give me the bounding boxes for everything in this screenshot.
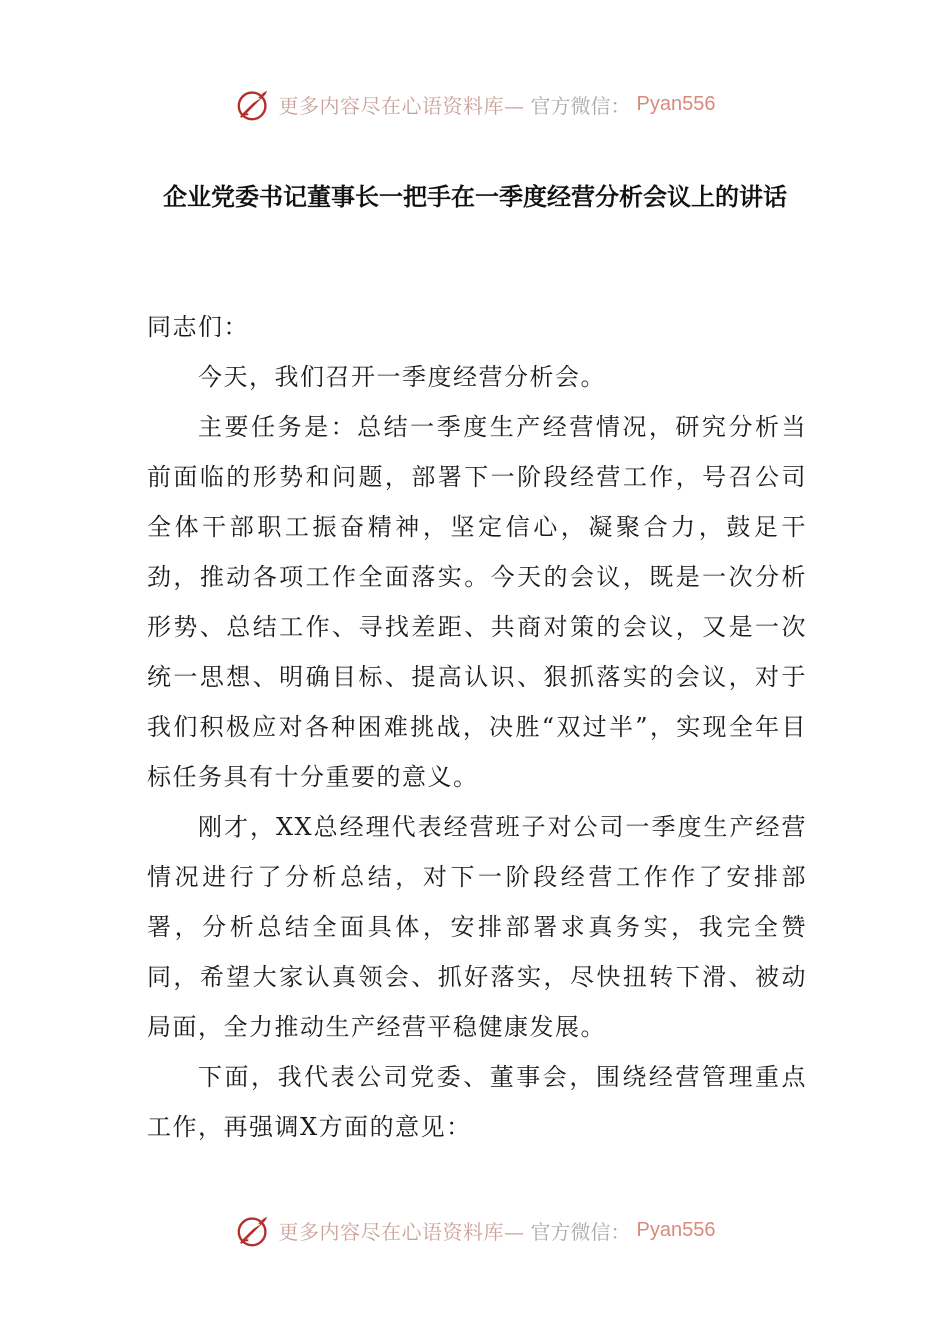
salutation: 同志们： xyxy=(147,313,249,341)
watermark-wechat-label: 官方微信： xyxy=(530,1219,631,1244)
watermark-banner-bottom xyxy=(0,1208,950,1252)
watermark-wechat-label: 官方微信： xyxy=(530,93,631,118)
quill-pen-logo-icon xyxy=(235,85,273,123)
paragraph: 下面，我代表公司党委、董事会，围绕经营管理重点工作，再强调X方面的意见： xyxy=(147,1063,807,1141)
watermark-wechat-id: Pyan556 xyxy=(636,92,716,115)
document-title: 企业党委书记董事长一把手在一季度经营分析会议上的讲话 xyxy=(163,183,787,211)
paragraph: 刚才，XX总经理代表经营班子对公司一季度生产经营情况进行了分析总结，对下一阶段经营工作作了安排部署，分析总结全面具体，安排部署求真务实，我完全赞同，希望大家认真领会、抓好落实，尽快扭转下滑、被动局面，全力推动生产经营平稳健康发展。 xyxy=(147,813,807,1041)
quill-pen-logo-icon xyxy=(235,1211,273,1249)
document-body xyxy=(147,302,807,1152)
watermark-main-text: 更多内容尽在心语资料库— xyxy=(278,93,525,118)
watermark-wechat-id: Pyan556 xyxy=(636,1218,716,1241)
paragraph: 今天，我们召开一季度经营分析会。 xyxy=(198,363,606,391)
watermark-main-text: 更多内容尽在心语资料库— xyxy=(278,1219,525,1244)
paragraph: 主要任务是：总结一季度生产经营情况，研究分析当前面临的形势和问题，部署下一阶段经营工作，号召公司全体干部职工振奋精神，坚定信心，凝聚合力，鼓足干劲，推动各项工作全面落实。今天的会议，既是一次分析形势、总结工作、寻找差距、共商对策的会议，又是一次统一思想、明确目标、提高认识、狠抓落实的会议，对于我们积极应对各种困难挑战，决胜“双过半”，实现全年目标任务具有十分重要的意义。 xyxy=(147,413,807,791)
watermark-banner-top xyxy=(0,82,950,126)
